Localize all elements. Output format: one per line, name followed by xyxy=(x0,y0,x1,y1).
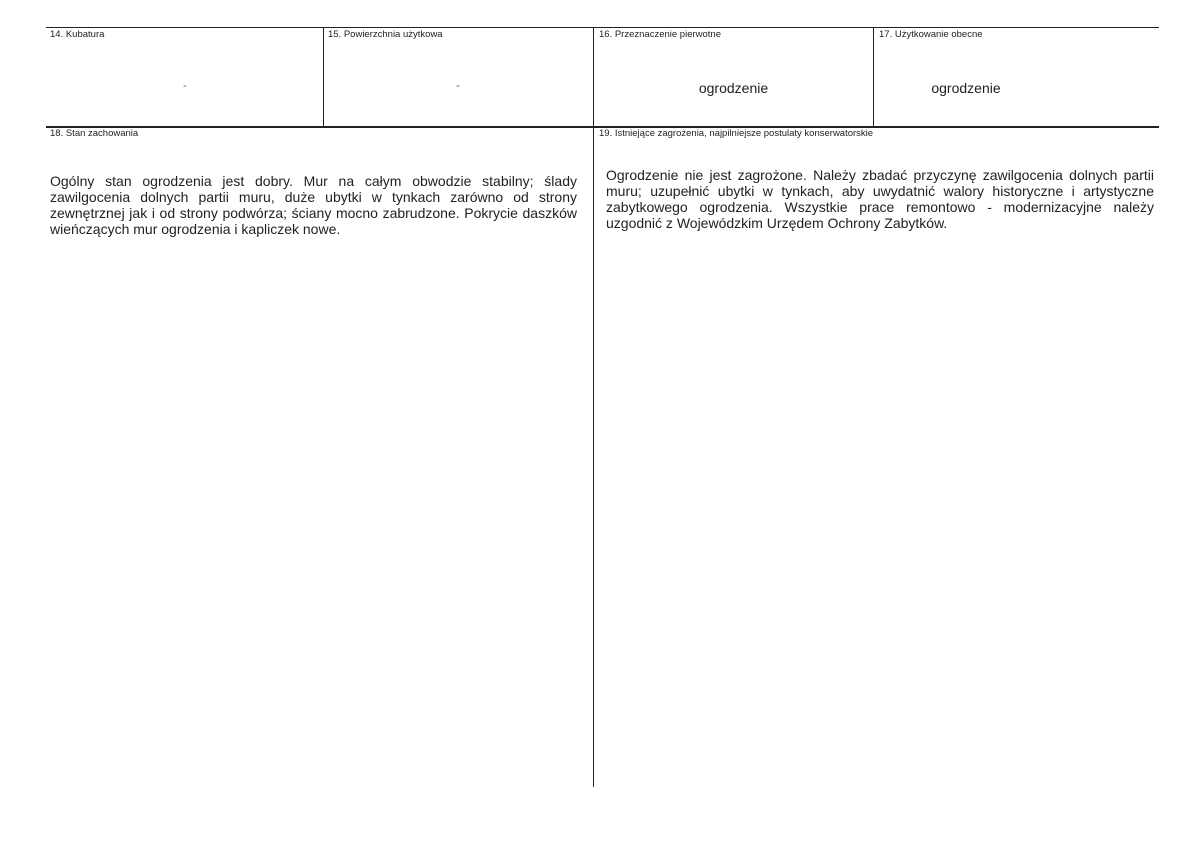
col-divider-2 xyxy=(593,27,594,787)
field-16-value: ogrodzenie xyxy=(698,80,769,96)
field-17-value: ogrodzenie xyxy=(931,80,1001,96)
field-14-value: - xyxy=(183,80,187,92)
top-rule xyxy=(46,27,1159,28)
field-18-text: Ogólny stan ogrodzenia jest dobry. Mur na całym obwodzie stabilny; ślady zawilgocenia dolnych partii muru, duże ubytki w tynkach zarówno od strony zewnętrznej jak i od strony podwórza; ściany mocno zabrudzone. Pokrycie daszków wieńczących mur ogrodzenia i kapliczek nowe. xyxy=(50,173,577,237)
field-14-label: 14. Kubatura xyxy=(50,29,105,40)
col-divider-1 xyxy=(323,27,324,127)
field-18-label: 18. Stan zachowania xyxy=(50,128,139,139)
field-15-label: 15. Powierzchnia użytkowa xyxy=(328,29,443,40)
field-19-text: Ogrodzenie nie jest zagrożone. Należy zbadać przyczynę zawilgocenia dolnych partii muru; uzupełnić ubytki w tynkach, aby uwydatnić walory historyczne i artystyczne zabytkowego ogrodzenia. Wszystkie prace remontowo - modernizacyjne należy uzgodnić z Wojewódzkim Urzędem Ochrony Zabytków. xyxy=(606,167,1154,231)
field-16-label: 16. Przeznaczenie pierwotne xyxy=(599,29,721,40)
col-divider-3 xyxy=(873,27,874,127)
field-19-label: 19. Istniejące zagrożenia, najpilniejsze postulaty konserwatorskie xyxy=(599,128,874,139)
field-15-value: - xyxy=(456,80,460,92)
field-17-label: 17. Użytkowanie obecne xyxy=(879,29,983,40)
